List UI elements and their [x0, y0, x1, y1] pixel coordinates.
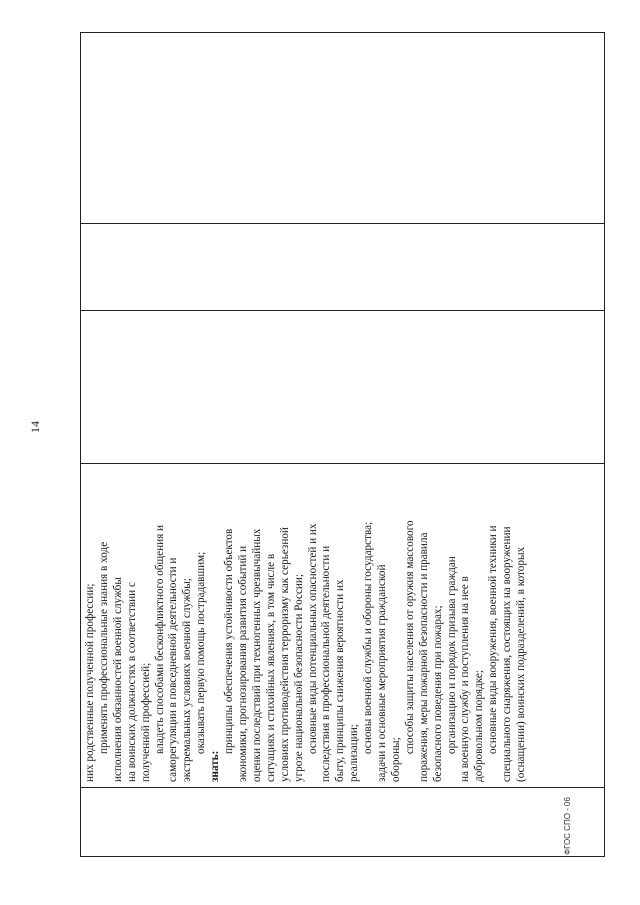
- document-page: [28, 32, 605, 857]
- text-line: полученной профессией;: [139, 662, 152, 782]
- text-line: оказывать первую помощь пострадавшим;: [195, 551, 208, 754]
- text-line: угрозе национальной безопасности России;: [292, 573, 305, 782]
- text-line: применять профессиональные знания в ходе: [97, 541, 110, 754]
- text-line: реализации;: [348, 724, 361, 782]
- text-line: добровольном порядке;: [473, 670, 486, 782]
- text-line: быту, принципы снижения вероятности их: [334, 579, 347, 782]
- text-line: принципы обеспечения устойчивости объектов: [223, 528, 236, 754]
- table-border-right: [80, 32, 605, 33]
- text-line: на военную службу и поступления на нее в: [459, 576, 472, 782]
- table-border-left: [80, 856, 605, 857]
- text-line: обороны;: [389, 737, 402, 782]
- text-line: поражения, меры пожарной безопасности и правила: [417, 532, 430, 782]
- document-code: ФГОС СПО - 06: [563, 797, 572, 855]
- text-line: (оснащении) воинских подразделений, в которых: [515, 546, 528, 782]
- page-number: 14: [28, 421, 42, 433]
- text-line: организацию и порядок призыва граждан: [445, 556, 458, 754]
- column-divider-3: [80, 310, 605, 311]
- text-line: основы военной службы и обороны государства;: [362, 521, 375, 754]
- section-heading-know: знать:: [209, 750, 222, 782]
- text-line: оценки последствий при техногенных чрезвычайных: [250, 528, 263, 782]
- text-line: экономики, прогнозирования развития событий и: [236, 545, 249, 782]
- text-line: экстремальных условиях военной службы;: [181, 578, 194, 782]
- text-line: исполнения обязанностей военной службы: [111, 577, 124, 782]
- text-line: владеть способами бесконфликтного общения и: [153, 524, 166, 754]
- text-line: саморегуляции в повседневной деятельности и: [167, 557, 180, 782]
- text-line: задачи и основные мероприятия гражданской: [376, 564, 389, 782]
- text-line: на воинских должностях в соответствии с: [125, 582, 138, 782]
- column-divider-4: [80, 223, 605, 224]
- competency-text-cell: [80, 464, 605, 788]
- text-line: условиях противодействия терроризму как серьезной: [278, 527, 291, 782]
- text-line: последствия в профессиональной деятельности и: [320, 545, 333, 782]
- text-line: ситуациях и стихийных явлениях, в том числе в: [264, 553, 277, 782]
- text-line: основные виды потенциальных опасностей и их: [306, 523, 319, 754]
- text-line: специального снаряжения, состоящих на вооружении: [501, 526, 514, 782]
- text-line: них родственные полученной профессии;: [84, 583, 96, 782]
- text-line: безопасного поведения при пожарах;: [431, 605, 444, 782]
- text-line: основные виды вооружения, военной техники и: [487, 525, 500, 754]
- text-line: способы защиты населения от оружия массового: [403, 520, 416, 754]
